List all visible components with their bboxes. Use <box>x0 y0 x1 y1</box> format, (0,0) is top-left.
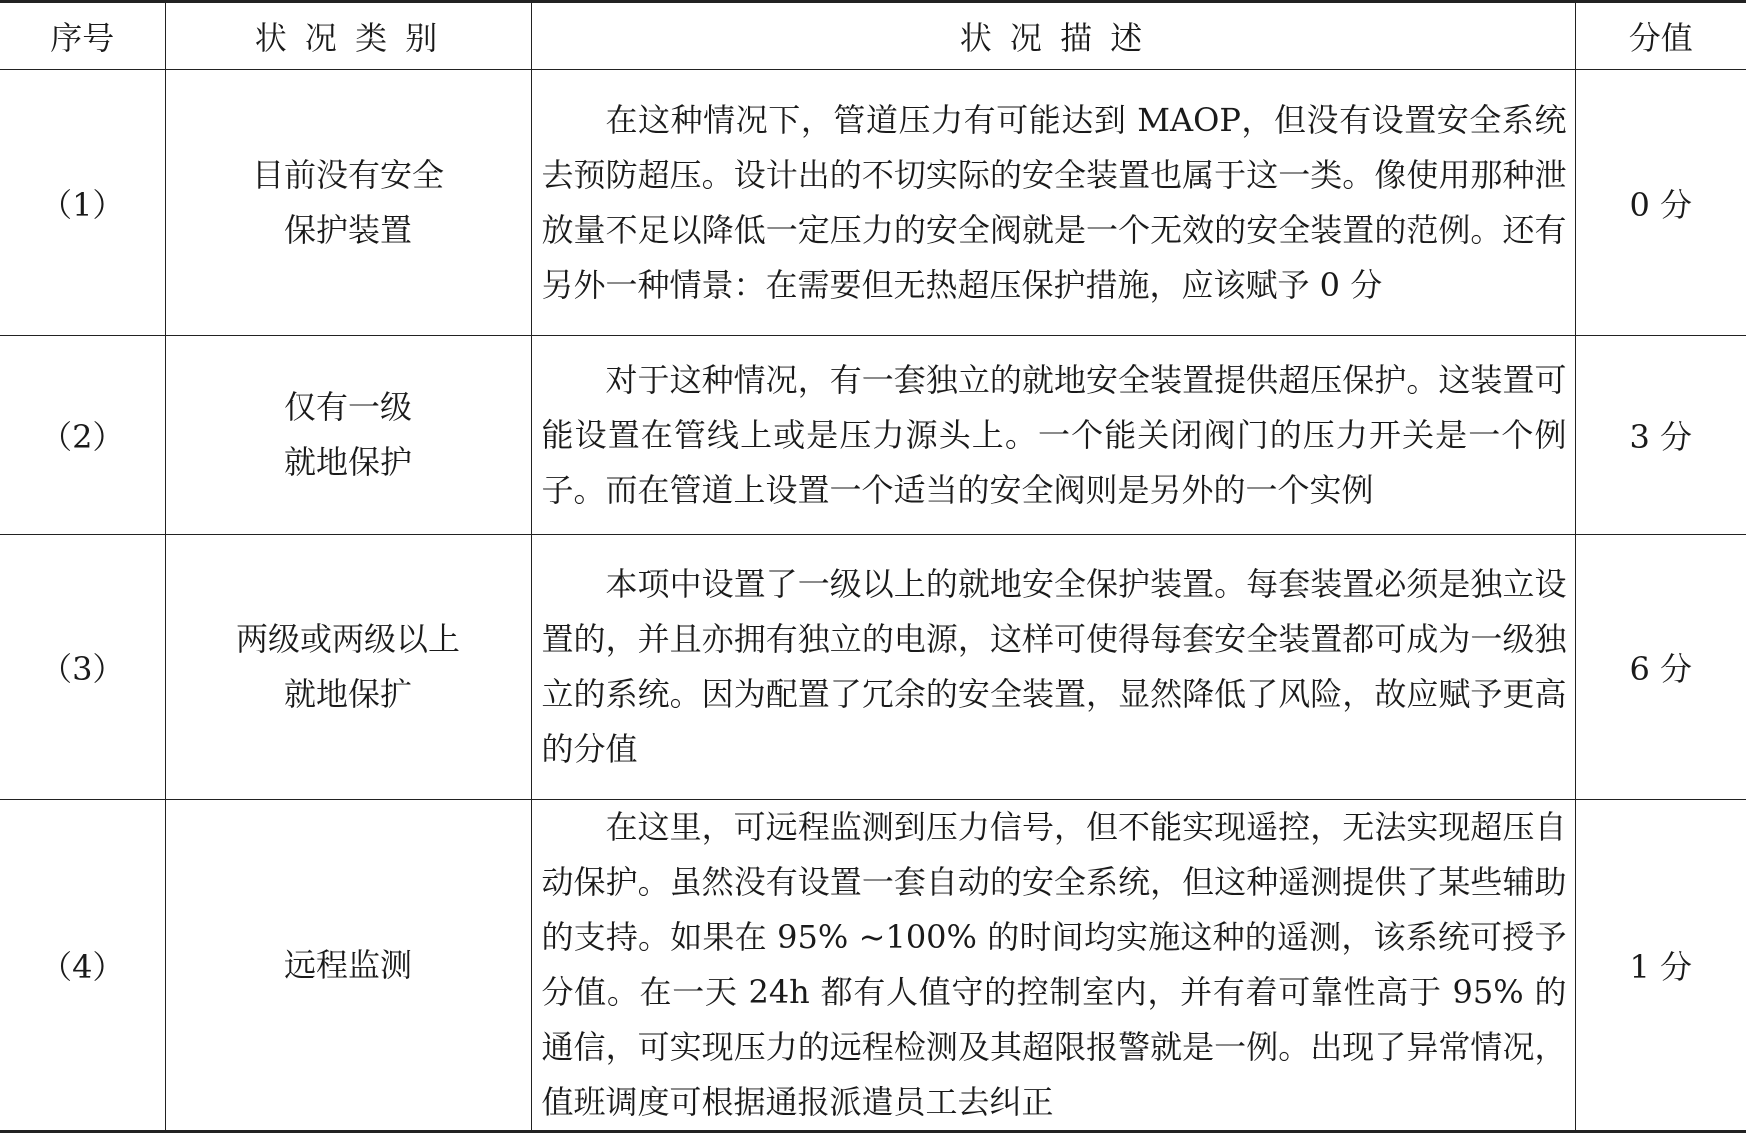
row-description-text: 对于这种情况，有一套独立的就地安全装置提供超压保护。这装置可能设置在管线上或是压力源头上。一个能关闭阀门的压力开关是一个例子。而在管道上设置一个适当的安全阀则是另外的一个实例 <box>541 360 1567 509</box>
row-score: 3 分 <box>1575 336 1746 535</box>
table-row <box>0 535 1746 800</box>
row-description <box>531 800 1575 1132</box>
row-category <box>165 336 531 535</box>
row-category <box>165 535 531 800</box>
row-score: 6 分 <box>1575 535 1746 800</box>
row-index: （3） <box>0 535 165 800</box>
row-category-line: 远程监测 <box>283 945 412 984</box>
row-category-line: 目前没有安全 <box>251 155 444 194</box>
table-row <box>0 336 1746 535</box>
row-category-line: 保护装置 <box>283 210 412 249</box>
row-score: 0 分 <box>1575 70 1746 336</box>
table-header-row <box>0 2 1746 70</box>
row-category <box>165 70 531 336</box>
row-description <box>531 535 1575 800</box>
header-category: 状 况 类 别 <box>165 2 531 70</box>
row-score: 1 分 <box>1575 800 1746 1132</box>
row-category-line: 就地保扩 <box>283 675 412 713</box>
row-description-text: 在这里，可远程监测到压力信号，但不能实现遥控，无法实现超压自动保护。虽然没有设置一套自动的安全系统，但这种遥测提供了某些辅助的支持。如果在 95% ~100% 的时间均实施这种的遥测，该系统可授予分值。在一天 24h 都有人值守的控制室内，并有着可靠性高于 95% 的通信，可实现压力的远程检测及其超限报警就是一例。出现了异常情况，值班调度可根据通报派遣员工去纠正 <box>541 808 1567 1121</box>
row-description <box>531 70 1575 336</box>
row-category <box>165 800 531 1132</box>
row-description-text: 本项中设置了一级以上的就地安全保护装置。每套装置必须是独立设置的，并且亦拥有独立的电源，这样可使得每套安全装置都可成为一级独立的系统。因为配置了冗余的安全装置，显然降低了风险，故应赋予更高的分值 <box>541 565 1567 768</box>
row-description-text: 在这种情况下，管道压力有可能达到 MAOP，但没有设置安全系统去预防超压。设计出的不切实际的安全装置也属于这一类。像使用那种泄放量不足以降低一定压力的安全阀就是一个无效的安全装置的范例。还有另外一种情景：在需要但无热超压保护措施，应该赋予 0 分 <box>541 100 1567 304</box>
table-row <box>0 800 1746 1132</box>
row-category-line: 就地保护 <box>283 443 412 481</box>
header-index: 序号 <box>0 2 165 70</box>
table-row <box>0 70 1746 336</box>
row-category-line: 两级或两级以上 <box>235 620 460 658</box>
header-score: 分值 <box>1575 2 1746 70</box>
row-category-line: 仅有一级 <box>283 388 412 426</box>
header-description: 状 况 描 述 <box>531 2 1575 70</box>
row-description <box>531 336 1575 535</box>
row-index: （4） <box>0 800 165 1132</box>
row-index: （2） <box>0 336 165 535</box>
row-index: （1） <box>0 70 165 336</box>
